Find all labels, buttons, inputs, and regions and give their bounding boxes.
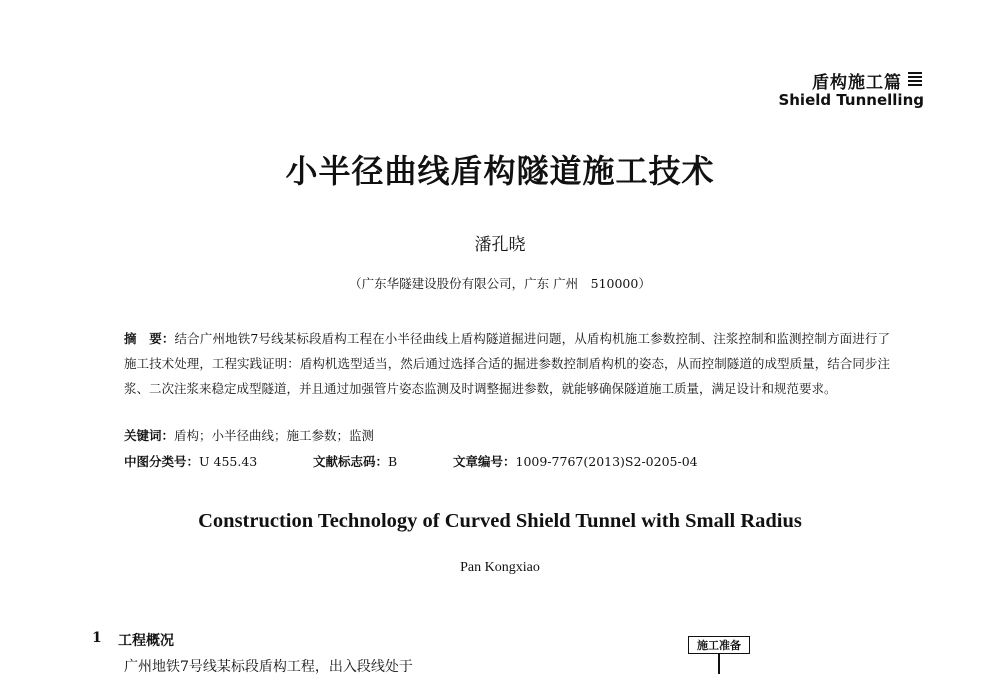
journal-section-cn: 盾构施工篇 — [812, 73, 902, 93]
doc-label: 文献标志码： — [313, 454, 389, 469]
article-number — [453, 452, 698, 470]
abstract — [124, 326, 890, 401]
journal-section-en: Shield Tunnelling — [778, 91, 924, 109]
section-marker-icon — [908, 72, 922, 86]
keywords-text: 盾构；小半径曲线；施工参数；监测 — [174, 428, 375, 443]
clc-label: 中图分类号： — [124, 454, 200, 469]
author-en: Pan Kongxiao — [460, 560, 540, 575]
keywords — [124, 426, 374, 444]
author-cn: 潘孔晓 — [474, 235, 526, 255]
body-text-line: 广州地铁7号线某标段盾构工程，出入段线处于 — [124, 659, 413, 675]
doc-value: B — [388, 454, 398, 469]
document-code — [313, 452, 397, 470]
abstract-text: 结合广州地铁7号线某标段盾构工程在小半径曲线上盾构隧道掘进问题，从盾构机施工参数控制、注浆控制和监测控制方面进行了施工技术处理，工程实践证明：盾构机选型适当，然后通过选择合适的掘进参数控制盾构机的姿态，从而控制隧道的成型质量，结合同步注浆、二次注浆来稳定成型隧道，并且通过加强管片姿态监测及时调整掘进参数，就能够确保隧道施工质量，满足设计和规范要求。 — [124, 331, 890, 396]
abstract-label: 摘 要： — [124, 331, 175, 346]
flowchart-connector — [718, 654, 720, 674]
keywords-label: 关键词： — [124, 428, 175, 443]
flowchart-box: 施工准备 — [688, 636, 750, 654]
article-label: 文章编号： — [453, 454, 516, 469]
paper-title-en: Construction Technology of Curved Shield Tunnel with Small Radius — [198, 510, 802, 532]
paper-title-cn: 小半径曲线盾构隧道施工技术 — [285, 152, 715, 190]
section-number: 1 — [92, 630, 102, 646]
section-title: 工程概况 — [118, 633, 174, 649]
article-value: 1009-7767(2013)S2-0205-04 — [515, 454, 698, 469]
affiliation-cn: （广东华隧建设股份有限公司，广东 广州 510000） — [349, 276, 651, 291]
clc-number — [124, 452, 257, 470]
clc-value: U 455.43 — [199, 454, 258, 469]
